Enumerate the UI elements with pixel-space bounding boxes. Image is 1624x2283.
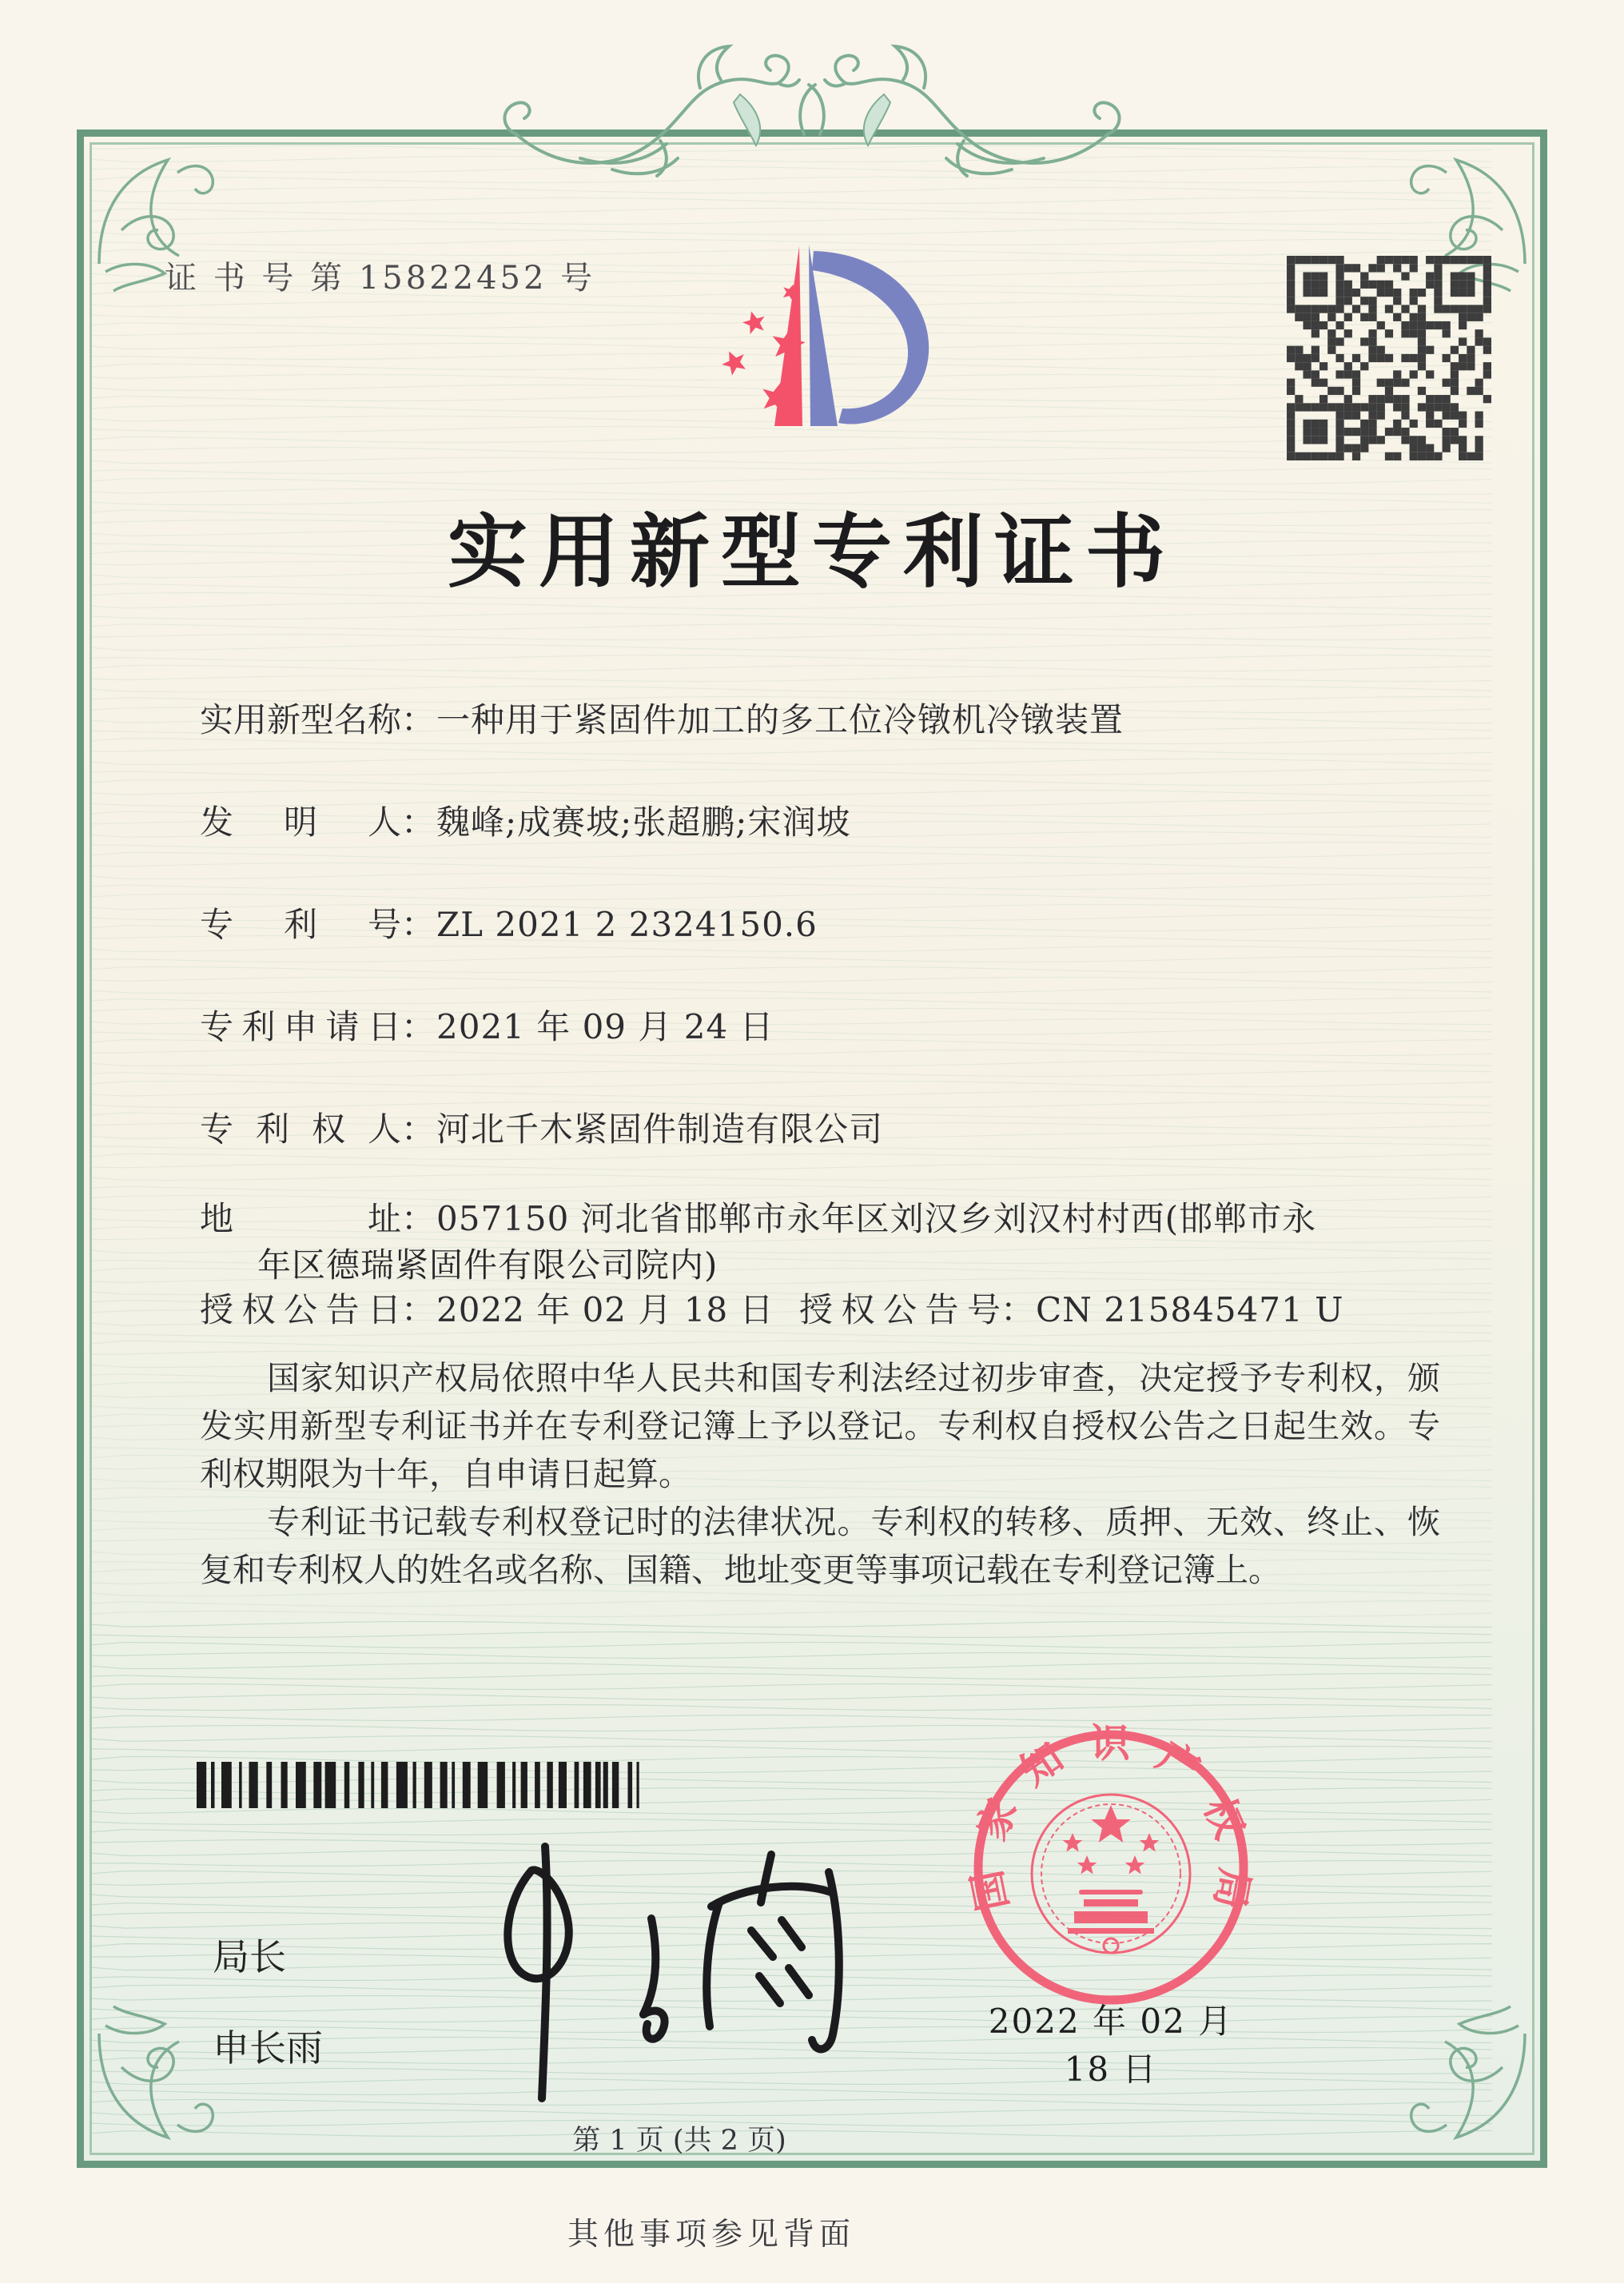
field-row-patent-number: 专利号：ZL 2021 2 2324150.6	[200, 898, 1463, 946]
field-label: 地址	[200, 1199, 401, 1238]
corner-flourish	[1411, 2006, 1525, 2138]
field-grant-number: 授权公告号：CN 215845471 U	[799, 1284, 1343, 1332]
barcode	[197, 1762, 644, 1808]
cnipa-official-seal	[961, 1717, 1261, 2018]
national-emblem	[1032, 1795, 1190, 1953]
commissioner-signature	[456, 1823, 935, 2126]
seal-text: 国家知识产权局	[962, 1719, 1260, 1915]
field-label: 授权公告日	[200, 1290, 401, 1329]
legal-body-text	[200, 1354, 1440, 1594]
field-row-inventors: 发明人：魏峰;成赛坡;张超鹏;宋润坡	[200, 796, 1463, 844]
corner-flourish	[99, 2006, 213, 2138]
certificate-number: 证 书 号 第 15822452 号	[165, 260, 596, 297]
back-side-note: 其他事项参见背面	[567, 2217, 855, 2253]
body-paragraph-2: 专利证书记载专利权登记时的法律状况。专利权的转移、质押、无效、终止、恢复和专利权人的姓名或名称、国籍、地址变更等事项记载在专利登记簿上。	[200, 1503, 1440, 1589]
certificate-title: 实用新型专利证书	[448, 504, 1176, 599]
field-value: 一种用于紧固件加工的多工位冷镦机冷镦装置	[436, 700, 1124, 739]
commissioner-title: 局长	[213, 1935, 286, 1978]
seal-date: 2022 年 02 月 18 日	[988, 2002, 1234, 2089]
field-label: 实用新型名称	[200, 700, 402, 739]
cnipa-logo-icon	[684, 229, 952, 472]
field-label: 专利申请日	[200, 1007, 401, 1046]
field-value: ZL 2021 2 2324150.6	[436, 905, 818, 944]
commissioner-name: 申长雨	[213, 2026, 323, 2070]
field-row-grant: 授权公告日：2022 年 02 月 18 日 授权公告号：CN 215845471 U	[200, 1284, 1463, 1332]
field-row-address-line2: 年区德瑞紧固件有限公司院内)	[257, 1245, 718, 1285]
field-value: 2022 年 02 月 18 日	[436, 1290, 774, 1329]
qr-code	[1287, 256, 1491, 460]
field-value: 057150 河北省邯郸市永年区刘汉乡刘汉村村西(邯郸市永	[436, 1199, 1317, 1238]
field-label: 专利号	[200, 905, 401, 944]
field-value: 魏峰;成赛坡;张超鹏;宋润坡	[436, 803, 851, 842]
field-row-address: 地址：057150 河北省邯郸市永年区刘汉乡刘汉村村西(邯郸市永	[200, 1193, 1463, 1241]
field-label: 专利权人	[200, 1110, 401, 1149]
body-paragraph-1: 国家知识产权局依照中华人民共和国专利法经过初步审查，决定授予专利权，颁发实用新型专利证书并在专利登记簿上予以登记。专利权自授权公告之日起生效。专利权期限为十年，自申请日起算。	[200, 1359, 1440, 1493]
field-label: 发明人	[200, 803, 401, 842]
field-value: CN 215845471 U	[1036, 1290, 1344, 1329]
field-value: 2021 年 09 月 24 日	[436, 1007, 774, 1046]
field-value: 河北千木紧固件制造有限公司	[436, 1110, 884, 1149]
field-row-patentee: 专利权人：河北千木紧固件制造有限公司	[200, 1103, 1463, 1151]
field-row-filing-date: 专利申请日：2021 年 09 月 24 日	[200, 1001, 1463, 1049]
field-label: 授权公告号	[799, 1290, 1001, 1329]
page-number: 第 1 页 (共 2 页)	[572, 2125, 786, 2157]
field-row-name: 实用新型名称：一种用于紧固件加工的多工位冷镦机冷镦装置	[200, 694, 1463, 742]
